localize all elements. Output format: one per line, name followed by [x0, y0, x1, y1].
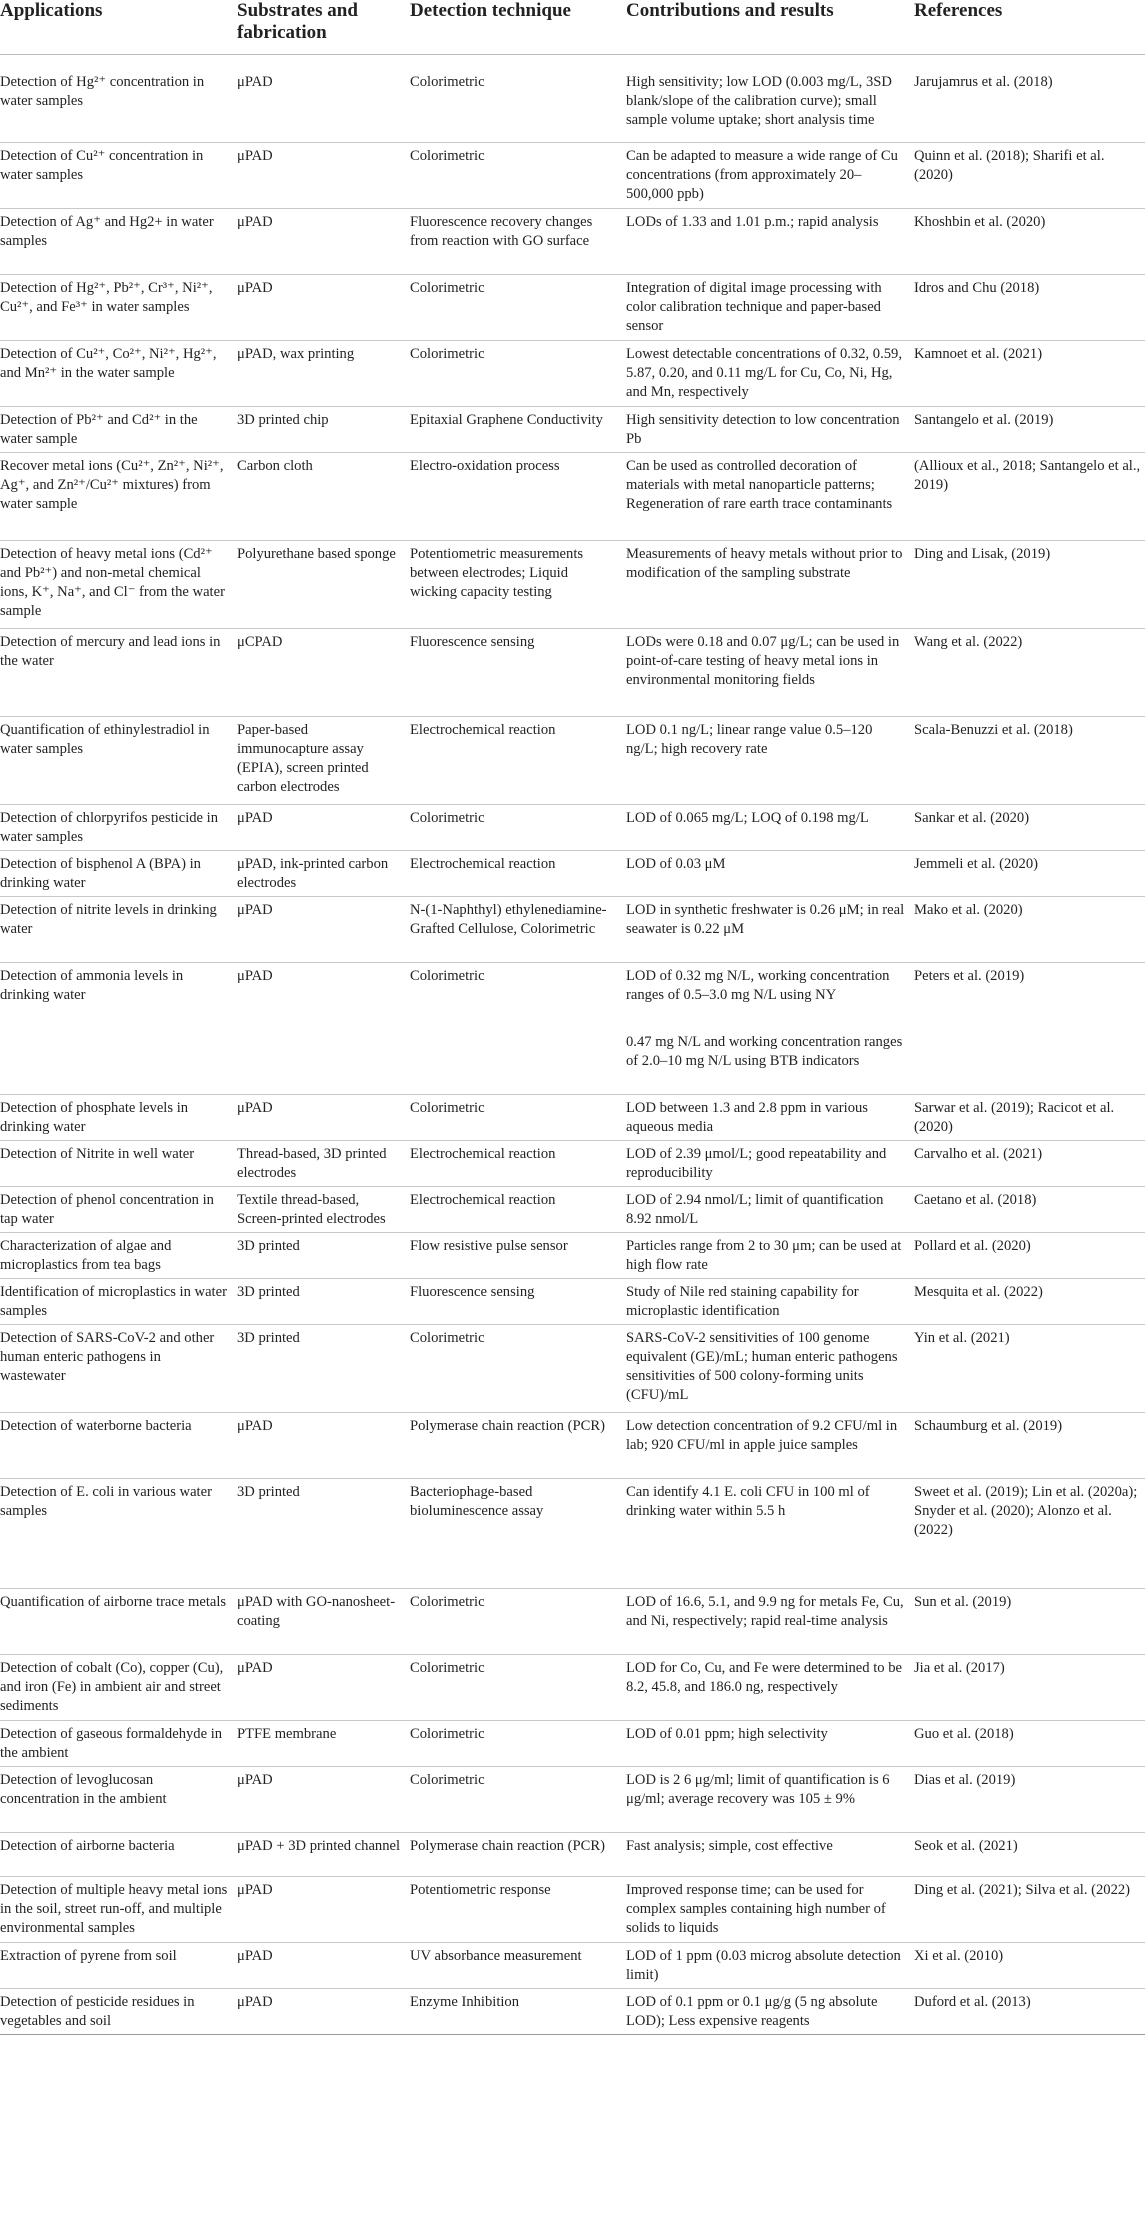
header-substrates: Substrates and fabrication — [233, 0, 406, 55]
cell-substrate: 3D printed — [233, 1479, 406, 1589]
cell-result: LOD for Co, Cu, and Fe were determined to be 8.2, 45.8, and 186.0 ng, respectively — [622, 1655, 910, 1721]
cell-reference — [910, 1029, 1145, 1095]
header-contributions: Contributions and results — [622, 0, 910, 55]
cell-reference: Sarwar et al. (2019); Racicot et al. (2020) — [910, 1095, 1145, 1141]
cell-technique: Enzyme Inhibition — [406, 1989, 622, 2035]
table-row — [0, 805, 1145, 851]
cell-application: Detection of levoglucosan concentration in the ambient — [0, 1767, 233, 1833]
table-row — [0, 1767, 1145, 1833]
cell-substrate: 3D printed chip — [233, 407, 406, 453]
cell-reference: Santangelo et al. (2019) — [910, 407, 1145, 453]
cell-substrate: μPAD — [233, 55, 406, 143]
cell-reference: Dias et al. (2019) — [910, 1767, 1145, 1833]
cell-reference: Pollard et al. (2020) — [910, 1233, 1145, 1279]
cell-result: Low detection concentration of 9.2 CFU/ml in lab; 920 CFU/ml in apple juice samples — [622, 1413, 910, 1479]
cell-reference: Jia et al. (2017) — [910, 1655, 1145, 1721]
cell-substrate: μPAD + 3D printed channel — [233, 1833, 406, 1877]
table-row — [0, 143, 1145, 209]
cell-technique: Colorimetric — [410, 968, 485, 984]
table-row — [0, 897, 1145, 963]
cell-result: Fast analysis; simple, cost effective — [622, 1833, 910, 1877]
cell-result: Can identify 4.1 E. coli CFU in 100 ml of drinking water within 5.5 h — [622, 1479, 910, 1589]
cell-application: Recover metal ions (Cu²⁺, Zn²⁺, Ni²⁺, Ag⁺, and Zn²⁺/Cu²⁺ mixtures) from water sample — [0, 453, 233, 541]
cell-result: LOD of 2.94 nmol/L; limit of quantification 8.92 nmol/L — [622, 1187, 910, 1233]
cell-application: Detection of Pb²⁺ and Cd²⁺ in the water sample — [0, 407, 233, 453]
cell-substrate: μPAD — [233, 1413, 406, 1479]
cell-result: LOD is 2 6 μg/ml; limit of quantification is 6 μg/ml; average recovery was 105 ± 9% — [622, 1767, 910, 1833]
cell-result: LOD of 0.1 ppm or 0.1 μg/g (5 ng absolute LOD); Less expensive reagents — [622, 1989, 910, 2035]
cell-reference: Duford et al. (2013) — [910, 1989, 1145, 2035]
cell-application: Extraction of pyrene from soil — [0, 1943, 233, 1989]
cell-application: Detection of Cu²⁺, Co²⁺, Ni²⁺, Hg²⁺, and Mn²⁺ in the water sample — [0, 341, 233, 407]
table-row — [0, 1877, 1145, 1943]
header-row — [0, 0, 1145, 55]
cell-technique: Colorimetric — [406, 1655, 622, 1721]
cell-substrate: 3D printed — [233, 1325, 406, 1413]
cell-technique: Colorimetric — [406, 805, 622, 851]
header-references: References — [910, 0, 1145, 55]
cell-result: LOD of 0.32 mg N/L, working concentration ranges of 0.5–3.0 mg N/L using NY — [626, 968, 890, 1003]
cell-substrate: μPAD — [233, 1655, 406, 1721]
cell-reference: Yin et al. (2021) — [910, 1325, 1145, 1413]
header-applications: Applications — [0, 0, 233, 55]
cell-reference: Peters et al. (2019) — [914, 968, 1025, 984]
cell-reference: Quinn et al. (2018); Sharifi et al. (2020) — [910, 143, 1145, 209]
cell-application: Detection of phenol concentration in tap water — [0, 1187, 233, 1233]
cell-substrate: μPAD — [233, 1943, 406, 1989]
cell-reference: Sun et al. (2019) — [910, 1589, 1145, 1655]
table-row — [0, 1943, 1145, 1989]
cell-substrate: μPAD — [233, 1989, 406, 2035]
cell-technique: Fluorescence sensing — [406, 1279, 622, 1325]
cell-reference: Jemmeli et al. (2020) — [910, 851, 1145, 897]
cell-application: Detection of Nitrite in well water — [0, 1141, 233, 1187]
cell-reference: Seok et al. (2021) — [910, 1833, 1145, 1877]
cell-substrate: Carbon cloth — [233, 453, 406, 541]
cell-substrate: Thread-based, 3D printed electrodes — [233, 1141, 406, 1187]
table-row — [0, 1479, 1145, 1589]
cell-technique: Epitaxial Graphene Conductivity — [406, 407, 622, 453]
cell-substrate: μPAD — [233, 143, 406, 209]
table-row — [0, 629, 1145, 717]
cell-technique: Electrochemical reaction — [406, 851, 622, 897]
cell-technique: Colorimetric — [406, 1767, 622, 1833]
cell-substrate: μPAD — [233, 209, 406, 275]
table-row — [0, 1325, 1145, 1413]
table-row — [0, 275, 1145, 341]
table-row — [0, 1187, 1145, 1233]
cell-result: LOD of 1 ppm (0.03 microg absolute detection limit) — [622, 1943, 910, 1989]
table-row — [0, 963, 1145, 1029]
table-row — [0, 1833, 1145, 1877]
cell-substrate: μPAD — [233, 897, 406, 963]
cell-substrate: Textile thread-based, Screen-printed electrodes — [233, 1187, 406, 1233]
cell-technique: Colorimetric — [406, 341, 622, 407]
cell-technique: Potentiometric measurements between electrodes; Liquid wicking capacity testing — [406, 541, 622, 629]
cell-substrate — [233, 1029, 406, 1095]
cell-reference: Kamnoet et al. (2021) — [910, 341, 1145, 407]
cell-substrate: 3D printed — [233, 1279, 406, 1325]
cell-result: Measurements of heavy metals without prior to modification of the sampling substrate — [622, 541, 910, 629]
cell-result: LOD of 0.065 mg/L; LOQ of 0.198 mg/L — [622, 805, 910, 851]
table-row — [0, 55, 1145, 143]
cell-technique: Electro-oxidation process — [406, 453, 622, 541]
cell-reference: Caetano et al. (2018) — [910, 1187, 1145, 1233]
cell-technique: N-(1-Naphthyl) ethylenediamine-Grafted Cellulose, Colorimetric — [406, 897, 622, 963]
table-row — [0, 407, 1145, 453]
table-row — [0, 541, 1145, 629]
cell-substrate: μPAD — [233, 1095, 406, 1141]
cell-substrate: 3D printed — [233, 1233, 406, 1279]
cell-technique: Polymerase chain reaction (PCR) — [406, 1413, 622, 1479]
table-row — [0, 1029, 1145, 1095]
cell-reference: Mesquita et al. (2022) — [910, 1279, 1145, 1325]
cell-result: LOD in synthetic freshwater is 0.26 μM; in real seawater is 0.22 μM — [622, 897, 910, 963]
cell-application: Characterization of algae and microplastics from tea bags — [0, 1233, 233, 1279]
cell-reference: Ding et al. (2021); Silva et al. (2022) — [910, 1877, 1145, 1943]
cell-application: Quantification of ethinylestradiol in water samples — [0, 717, 233, 805]
table-row — [0, 1989, 1145, 2035]
cell-application: Detection of pesticide residues in vegetables and soil — [0, 1989, 233, 2035]
cell-application: Detection of nitrite levels in drinking water — [0, 897, 233, 963]
table-row — [0, 717, 1145, 805]
cell-application: Detection of airborne bacteria — [0, 1833, 233, 1877]
cell-substrate: μPAD with GO-nanosheet-coating — [233, 1589, 406, 1655]
cell-application: Detection of Cu²⁺ concentration in water samples — [0, 143, 233, 209]
cell-reference: Jarujamrus et al. (2018) — [910, 55, 1145, 143]
cell-result: 0.47 mg N/L and working concentration ranges of 2.0–10 mg N/L using BTB indicators — [622, 1029, 910, 1095]
cell-technique: Electrochemical reaction — [406, 717, 622, 805]
cell-substrate: μPAD — [233, 1767, 406, 1833]
cell-application: Detection of bisphenol A (BPA) in drinking water — [0, 851, 233, 897]
cell-application: Detection of mercury and lead ions in the water — [0, 629, 233, 717]
cell-technique: Colorimetric — [406, 143, 622, 209]
cell-application: Detection of heavy metal ions (Cd²⁺ and Pb²⁺) and non-metal chemical ions, K⁺, Na⁺, and Cl⁻ from the water sample — [0, 541, 233, 629]
cell-reference: Ding and Lisak, (2019) — [910, 541, 1145, 629]
cell-substrate: Polyurethane based sponge — [233, 541, 406, 629]
cell-reference: Idros and Chu (2018) — [910, 275, 1145, 341]
cell-technique: Colorimetric — [406, 55, 622, 143]
cell-technique: Potentiometric response — [406, 1877, 622, 1943]
table-row — [0, 1655, 1145, 1721]
cell-substrate: μPAD, ink-printed carbon electrodes — [233, 851, 406, 897]
cell-technique: Colorimetric — [406, 1095, 622, 1141]
cell-application: Quantification of airborne trace metals — [0, 1589, 233, 1655]
cell-substrate: μPAD — [233, 275, 406, 341]
cell-substrate: PTFE membrane — [233, 1721, 406, 1767]
cell-reference: Khoshbin et al. (2020) — [910, 209, 1145, 275]
cell-result: LODs were 0.18 and 0.07 μg/L; can be used in point-of-care testing of heavy metal ions in environmental monitoring fields — [622, 629, 910, 717]
cell-result: LODs of 1.33 and 1.01 p.m.; rapid analysis — [622, 209, 910, 275]
cell-application: Detection of Hg²⁺ concentration in water samples — [0, 55, 233, 143]
table-row — [0, 851, 1145, 897]
cell-substrate: μCPAD — [233, 629, 406, 717]
cell-application: Detection of waterborne bacteria — [0, 1413, 233, 1479]
cell-technique: Fluorescence sensing — [406, 629, 622, 717]
cell-substrate: μPAD, wax printing — [233, 341, 406, 407]
cell-result: LOD of 2.39 μmol/L; good repeatability and reproducibility — [622, 1141, 910, 1187]
cell-reference: Wang et al. (2022) — [910, 629, 1145, 717]
cell-result: Can be adapted to measure a wide range of Cu concentrations (from approximately 20–500,000 ppb) — [622, 143, 910, 209]
cell-reference: Sankar et al. (2020) — [910, 805, 1145, 851]
cell-technique: UV absorbance measurement — [406, 1943, 622, 1989]
cell-substrate: μPAD — [233, 805, 406, 851]
table-row — [0, 1721, 1145, 1767]
cell-application: Detection of ammonia levels in drinking water — [0, 968, 184, 1003]
cell-technique: Colorimetric — [406, 275, 622, 341]
table-row — [0, 341, 1145, 407]
cell-result: SARS-CoV-2 sensitivities of 100 genome equivalent (GE)/mL; human enteric pathogens sensitivities of 500 colony-forming units (CFU)/mL — [622, 1325, 910, 1413]
cell-result: LOD of 0.01 ppm; high selectivity — [622, 1721, 910, 1767]
header-detection-technique: Detection technique — [406, 0, 622, 55]
cell-application: Identification of microplastics in water samples — [0, 1279, 233, 1325]
cell-technique: Flow resistive pulse sensor — [406, 1233, 622, 1279]
cell-application — [0, 1029, 233, 1095]
cell-technique: Bacteriophage-based bioluminescence assay — [406, 1479, 622, 1589]
cell-application: Detection of multiple heavy metal ions in the soil, street run-off, and multiple environmental samples — [0, 1877, 233, 1943]
table-row — [0, 1413, 1145, 1479]
cell-application: Detection of SARS-CoV-2 and other human enteric pathogens in wastewater — [0, 1325, 233, 1413]
cell-technique: Colorimetric — [406, 1589, 622, 1655]
cell-result: Integration of digital image processing with color calibration technique and paper-based sensor — [622, 275, 910, 341]
cell-result: Particles range from 2 to 30 μm; can be used at high flow rate — [622, 1233, 910, 1279]
cell-result: LOD of 16.6, 5.1, and 9.9 ng for metals Fe, Cu, and Ni, respectively; rapid real-time analysis — [622, 1589, 910, 1655]
cell-technique: Colorimetric — [406, 1325, 622, 1413]
cell-result: High sensitivity; low LOD (0.003 mg/L, 3SD blank/slope of the calibration curve); small sample volume uptake; short analysis time — [622, 55, 910, 143]
cell-reference: Mako et al. (2020) — [910, 897, 1145, 963]
table-row — [0, 1233, 1145, 1279]
cell-technique: Electrochemical reaction — [406, 1141, 622, 1187]
cell-application: Detection of Hg²⁺, Pb²⁺, Cr³⁺, Ni²⁺, Cu²⁺, and Fe³⁺ in water samples — [0, 275, 233, 341]
cell-reference: Sweet et al. (2019); Lin et al. (2020a); Snyder et al. (2020); Alonzo et al. (2022) — [910, 1479, 1145, 1589]
table-row — [0, 1279, 1145, 1325]
cell-result: LOD 0.1 ng/L; linear range value 0.5–120 ng/L; high recovery rate — [622, 717, 910, 805]
table-row — [0, 453, 1145, 541]
cell-result: Improved response time; can be used for complex samples containing high number of solids to liquids — [622, 1877, 910, 1943]
cell-application: Detection of phosphate levels in drinking water — [0, 1095, 233, 1141]
table-row — [0, 209, 1145, 275]
cell-result: Study of Nile red staining capability for microplastic identification — [622, 1279, 910, 1325]
cell-technique: Electrochemical reaction — [406, 1187, 622, 1233]
cell-technique: Colorimetric — [406, 1721, 622, 1767]
cell-reference: Xi et al. (2010) — [910, 1943, 1145, 1989]
cell-application: Detection of Ag⁺ and Hg2+ in water samples — [0, 209, 233, 275]
cell-reference: Guo et al. (2018) — [910, 1721, 1145, 1767]
cell-result: High sensitivity detection to low concentration Pb — [622, 407, 910, 453]
cell-reference: (Allioux et al., 2018; Santangelo et al., 2019) — [910, 453, 1145, 541]
cell-substrate: μPAD — [233, 1877, 406, 1943]
cell-reference: Scala-Benuzzi et al. (2018) — [910, 717, 1145, 805]
cell-application: Detection of E. coli in various water samples — [0, 1479, 233, 1589]
cell-application: Detection of gaseous formaldehyde in the ambient — [0, 1721, 233, 1767]
cell-application: Detection of chlorpyrifos pesticide in water samples — [0, 805, 233, 851]
cell-result: LOD between 1.3 and 2.8 ppm in various aqueous media — [622, 1095, 910, 1141]
cell-substrate: μPAD — [237, 968, 273, 984]
cell-reference: Carvalho et al. (2021) — [910, 1141, 1145, 1187]
cell-result: Lowest detectable concentrations of 0.32, 0.59, 5.87, 0.20, and 0.11 mg/L for Cu, Co, Ni, Hg, and Mn, respectively — [622, 341, 910, 407]
table-row — [0, 1589, 1145, 1655]
cell-technique — [406, 1029, 622, 1095]
cell-technique: Fluorescence recovery changes from reaction with GO surface — [406, 209, 622, 275]
table-row — [0, 1095, 1145, 1141]
cell-substrate: Paper-based immunocapture assay (EPIA), screen printed carbon electrodes — [233, 717, 406, 805]
cell-reference: Schaumburg et al. (2019) — [910, 1413, 1145, 1479]
table-row — [0, 1141, 1145, 1187]
cell-result: Can be used as controlled decoration of materials with metal nanoparticle patterns; Regeneration of rare earth trace contaminants — [622, 453, 910, 541]
cell-application: Detection of cobalt (Co), copper (Cu), and iron (Fe) in ambient air and street sediments — [0, 1655, 233, 1721]
cell-technique: Polymerase chain reaction (PCR) — [406, 1833, 622, 1877]
cell-result: LOD of 0.03 μM — [622, 851, 910, 897]
